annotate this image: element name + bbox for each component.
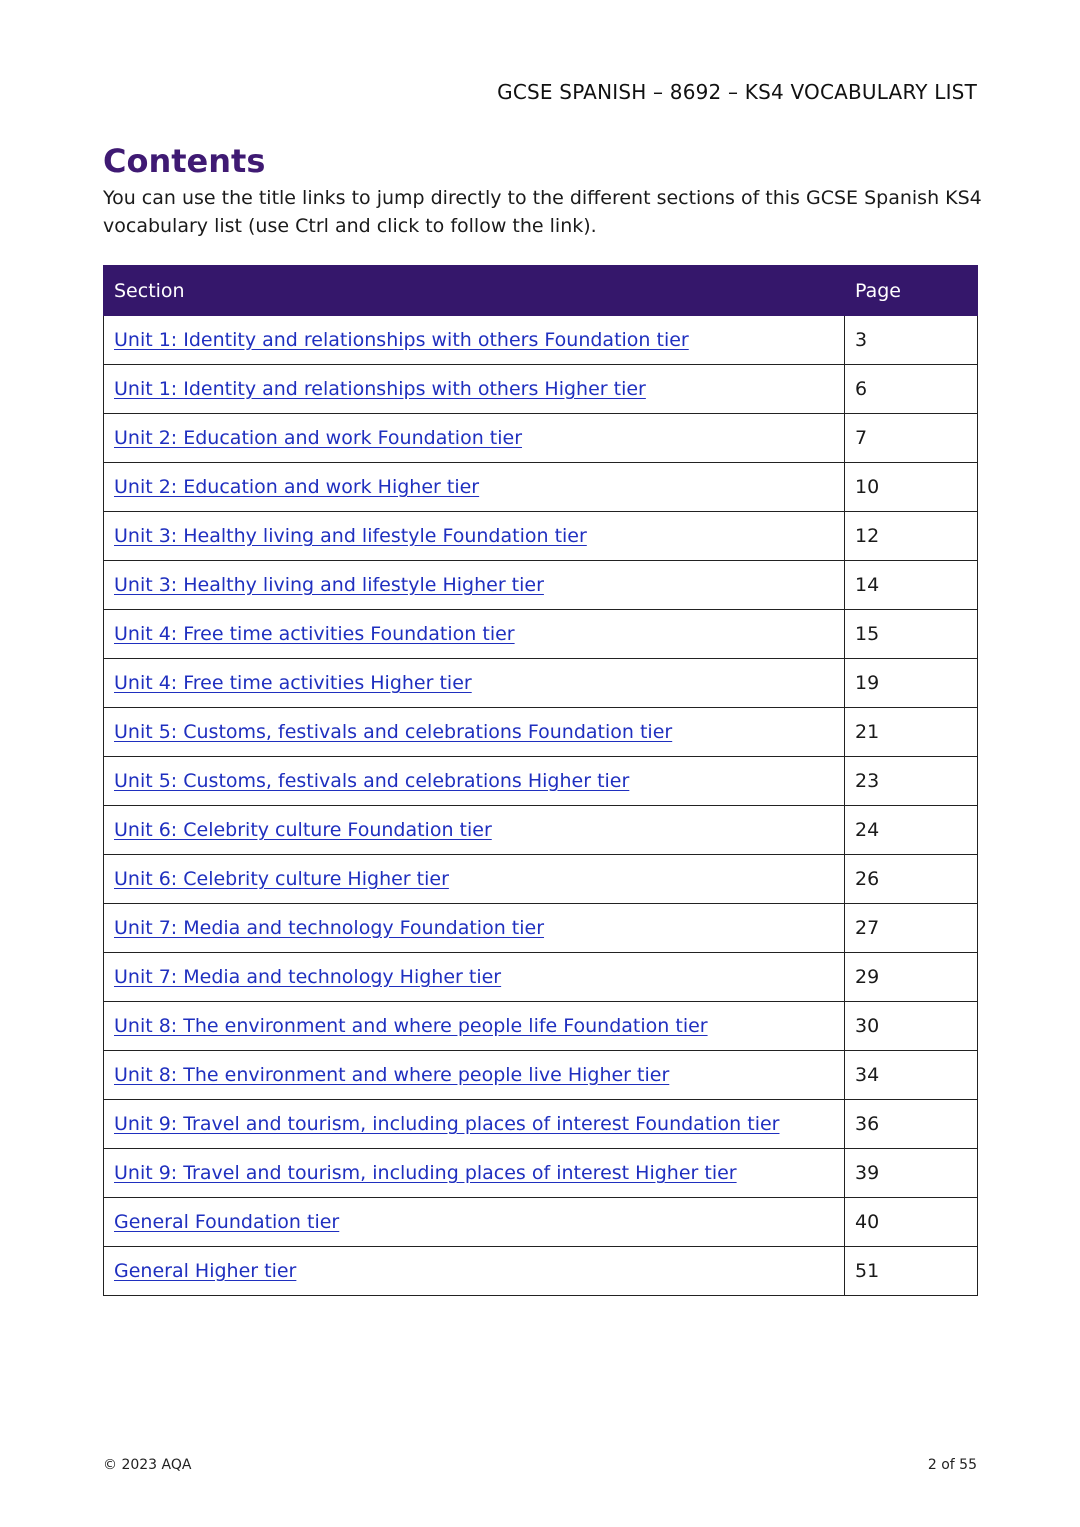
page-cell <box>845 659 978 708</box>
section-link[interactable]: Unit 6: Celebrity culture Higher tier <box>114 868 449 890</box>
page-cell <box>845 1198 978 1247</box>
table-row <box>104 414 978 463</box>
document-header-title: GCSE SPANISH – 8692 – KS4 VOCABULARY LIST <box>497 80 977 104</box>
section-cell <box>104 561 845 610</box>
section-link[interactable]: Unit 9: Travel and tourism, including places of interest Higher tier <box>114 1162 737 1184</box>
section-link[interactable]: Unit 2: Education and work Foundation tier <box>114 427 523 449</box>
page-number: 6 <box>855 378 868 400</box>
footer-page-indicator: 2 of 55 <box>927 1457 977 1473</box>
table-row <box>104 904 978 953</box>
table-row <box>104 316 978 365</box>
section-cell <box>104 855 845 904</box>
section-cell <box>104 1100 845 1149</box>
page-cell <box>845 1149 978 1198</box>
section-cell <box>104 610 845 659</box>
section-link[interactable]: Unit 8: The environment and where people life Foundation tier <box>114 1015 708 1037</box>
table-row <box>104 1149 978 1198</box>
page-cell <box>845 1247 978 1296</box>
table-row <box>104 561 978 610</box>
section-cell <box>104 1002 845 1051</box>
page-number: 21 <box>855 721 880 743</box>
section-link[interactable]: Unit 7: Media and technology Foundation tier <box>114 917 545 939</box>
section-cell <box>104 1198 845 1247</box>
page-cell <box>845 904 978 953</box>
table-row <box>104 610 978 659</box>
page-number: 10 <box>855 476 880 498</box>
table-header-row <box>104 266 978 316</box>
section-link[interactable]: Unit 9: Travel and tourism, including places of interest Foundation tier <box>114 1113 780 1135</box>
section-link[interactable]: Unit 3: Healthy living and lifestyle Higher tier <box>114 574 544 596</box>
section-cell <box>104 463 845 512</box>
section-cell <box>104 316 845 365</box>
footer-copyright: © 2023 AQA <box>103 1457 192 1473</box>
page-number: 30 <box>855 1015 880 1037</box>
table-row <box>104 757 978 806</box>
contents-table <box>103 265 978 1296</box>
section-link[interactable]: Unit 7: Media and technology Higher tier <box>114 966 502 988</box>
page-cell <box>845 953 978 1002</box>
page-number: 14 <box>855 574 880 596</box>
page-cell <box>845 316 978 365</box>
table-row <box>104 463 978 512</box>
page-cell <box>845 1051 978 1100</box>
page-number: 24 <box>855 819 880 841</box>
page-cell <box>845 463 978 512</box>
section-link[interactable]: Unit 6: Celebrity culture Foundation tier <box>114 819 492 841</box>
section-cell <box>104 365 845 414</box>
section-link[interactable]: Unit 3: Healthy living and lifestyle Foundation tier <box>114 525 587 547</box>
section-cell <box>104 806 845 855</box>
section-cell <box>104 1149 845 1198</box>
table-row <box>104 708 978 757</box>
page-cell <box>845 512 978 561</box>
section-link[interactable]: Unit 4: Free time activities Foundation tier <box>114 623 515 645</box>
page-cell <box>845 561 978 610</box>
section-cell <box>104 414 845 463</box>
page-number: 36 <box>855 1113 880 1135</box>
section-cell <box>104 904 845 953</box>
table-row <box>104 659 978 708</box>
page-number: 12 <box>855 525 880 547</box>
section-column-header: Section <box>104 266 845 316</box>
page-number: 7 <box>855 427 868 449</box>
page-number: 15 <box>855 623 880 645</box>
table-row <box>104 1100 978 1149</box>
page-number: 29 <box>855 966 880 988</box>
table-row <box>104 512 978 561</box>
section-cell <box>104 953 845 1002</box>
table-row <box>104 1198 978 1247</box>
page-cell <box>845 708 978 757</box>
section-cell <box>104 708 845 757</box>
section-cell <box>104 1247 845 1296</box>
section-cell <box>104 512 845 561</box>
page-number: 51 <box>855 1260 880 1282</box>
section-cell <box>104 1051 845 1100</box>
page-number: 27 <box>855 917 880 939</box>
page-number: 34 <box>855 1064 880 1086</box>
page-cell <box>845 1002 978 1051</box>
table-row <box>104 1247 978 1296</box>
page-cell <box>845 806 978 855</box>
table-row <box>104 806 978 855</box>
table-row <box>104 1051 978 1100</box>
section-link[interactable]: Unit 5: Customs, festivals and celebrations Foundation tier <box>114 721 673 743</box>
page-cell <box>845 610 978 659</box>
page-cell <box>845 1100 978 1149</box>
section-link[interactable]: Unit 4: Free time activities Higher tier <box>114 672 472 694</box>
section-link[interactable]: Unit 5: Customs, festivals and celebrations Higher tier <box>114 770 630 792</box>
page-cell <box>845 365 978 414</box>
page-column-header: Page <box>845 266 978 316</box>
section-cell <box>104 757 845 806</box>
page-cell <box>845 414 978 463</box>
section-link[interactable]: General Foundation tier <box>114 1211 340 1233</box>
page-number: 3 <box>855 329 868 351</box>
section-link[interactable]: Unit 1: Identity and relationships with others Higher tier <box>114 378 646 400</box>
section-link[interactable]: Unit 1: Identity and relationships with others Foundation tier <box>114 329 689 351</box>
section-link[interactable]: General Higher tier <box>114 1260 297 1282</box>
page-cell <box>845 855 978 904</box>
section-link[interactable]: Unit 2: Education and work Higher tier <box>114 476 480 498</box>
page-number: 26 <box>855 868 880 890</box>
page-number: 19 <box>855 672 880 694</box>
table-row <box>104 1002 978 1051</box>
contents-heading: Contents <box>103 142 266 180</box>
table-row <box>104 365 978 414</box>
section-cell <box>104 659 845 708</box>
page-number: 23 <box>855 770 880 792</box>
page-number: 40 <box>855 1211 880 1233</box>
section-link[interactable]: Unit 8: The environment and where people live Higher tier <box>114 1064 670 1086</box>
table-row <box>104 855 978 904</box>
contents-intro-text: You can use the title links to jump directly to the different sections of this GCSE Spanish KS4 vocabulary list (use Ctrl and click to follow the link). <box>103 187 982 237</box>
table-row <box>104 953 978 1002</box>
page-cell <box>845 757 978 806</box>
page-number: 39 <box>855 1162 880 1184</box>
